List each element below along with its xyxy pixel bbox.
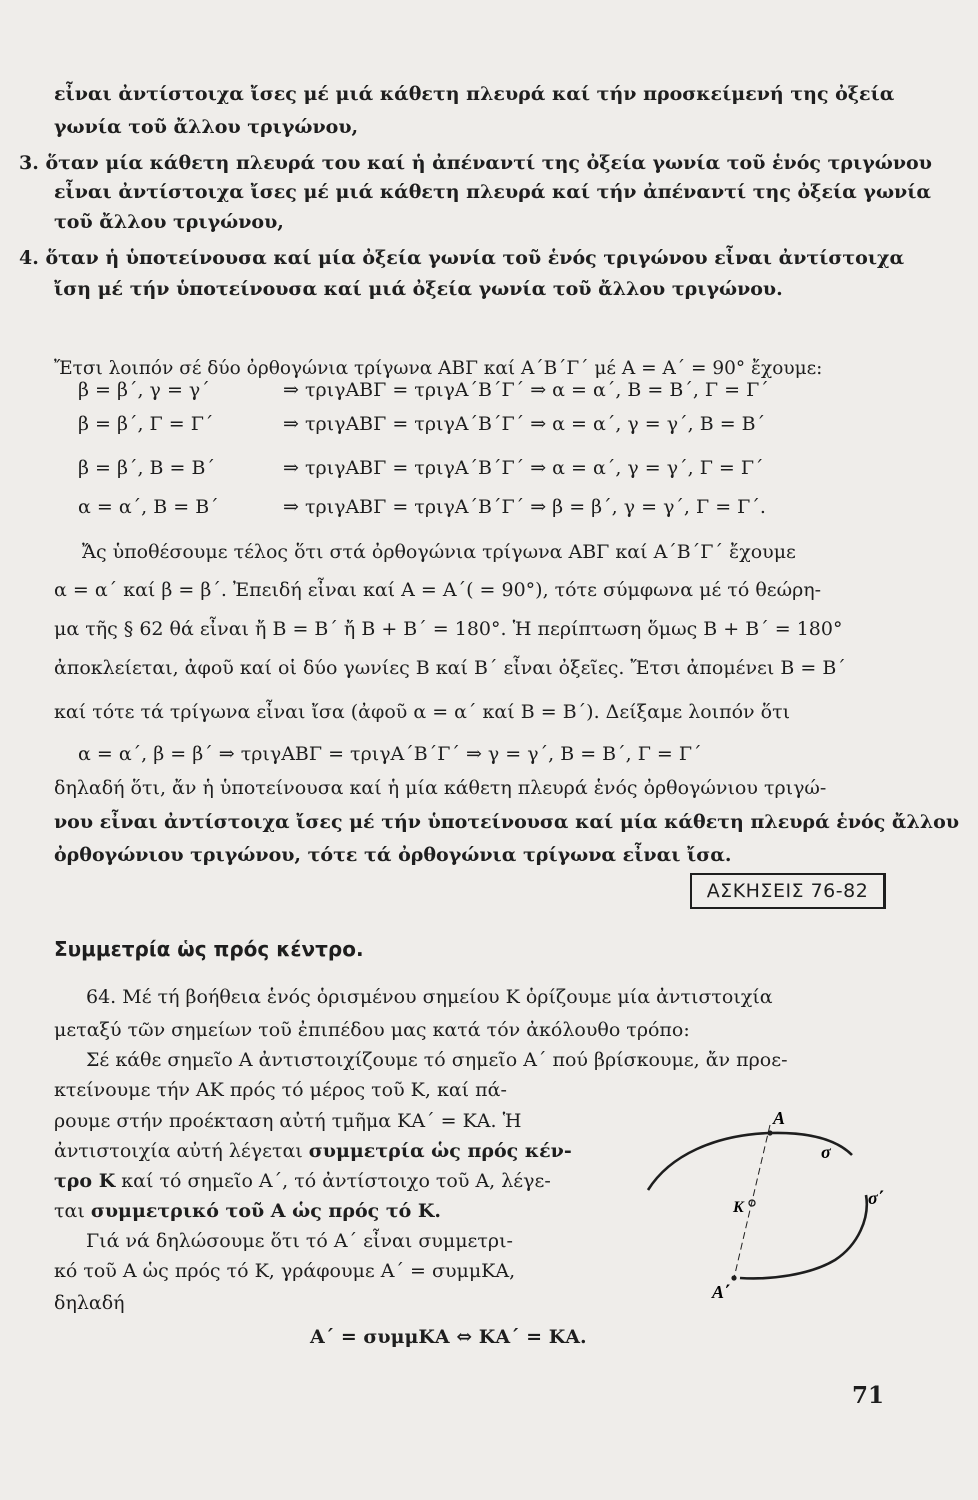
text-line: Ἔτσι λοιπόν σέ δύο ὀρθογώνια τρίγωνα ΑΒΓ καί Α΄Β΄Γ΄ μέ Α = Α΄ = 90° ἔχουμε: [54,358,823,379]
label-sigma-prime: σ΄ [868,1188,884,1208]
text-line: ἴση μέ τήν ὑποτείνουσα καί μιά ὀξεία γωνία τοῦ ἄλλου τριγώνου. [54,278,783,300]
text-line: νου εἶναι ἀντίστοιχα ἴσες μέ τήν ὑποτείνουσα καί μία κάθετη πλευρά ἑνός ἄλλου [54,811,960,833]
text-line: καί τότε τά τρίγωνα εἶναι ἴσα (ἀφοῦ α = α΄ καί Β = Β΄). Δείξαμε λοιπόν ὅτι [54,701,791,723]
text-line [54,1199,441,1223]
label-K: Κ [733,1199,744,1216]
section-title: Συμμετρία ὡς πρός κέντρο. [54,937,364,961]
text-line: 3. ὅταν μία κάθετη πλευρά του καί ἡ ἀπέναντί της ὀξεία γωνία τοῦ ἑνός τριγώνου [19,152,932,174]
point-A [767,1130,772,1135]
text-line: Σέ κάθε σημεῖο Α ἀντιστοιχίζουμε τό σημεῖο Α΄ πού βρίσκουμε, ἄν προε- [86,1049,788,1071]
equation-right: ⇒ τριγΑΒΓ = τριγΑ΄Β΄Γ΄ ⇒ α = α΄, γ = γ΄, Β = Β΄ [283,413,766,435]
label-A-prime: Α΄ [712,1282,730,1300]
definition-formula: Α΄ = συμμΚΑ ⇔ ΚΑ΄ = ΚΑ. [310,1326,587,1348]
label-A: Α [773,1108,786,1128]
equation-left: α = α΄, Β = Β΄ [78,496,219,518]
text-line: 4. ὅταν ἡ ὑποτείνουσα καί μία ὀξεία γωνία τοῦ ἑνός τριγώνου εἶναι ἀντίστοιχα [19,247,905,269]
exercise-label: ΑΣΚΗΣΕΙΣ 76-82 [706,880,869,902]
equation-line: α = α΄, β = β΄ ⇒ τριγΑΒΓ = τριγΑ΄Β΄Γ΄ ⇒ γ = γ΄, Β = Β΄, Γ = Γ΄ [78,743,702,765]
label-sigma: σ [821,1142,831,1162]
text-line: τοῦ ἄλλου τριγώνου, [54,211,284,233]
equation-right: ⇒ τριγΑΒΓ = τριγΑ΄Β΄Γ΄ ⇒ α = α΄, γ = γ΄, Γ = Γ΄ [283,457,764,479]
text-line: Γιά νά δηλώσουμε ὅτι τό Α΄ εἶναι συμμετρι- [86,1230,513,1252]
text-span: ται [54,1200,91,1222]
text-line: εἶναι ἀντίστοιχα ἴσες μέ μιά κάθετη πλευρά καί τήν ἀπέναντί της ὀξεία γωνία [54,181,932,203]
symmetry-figure [630,1100,890,1300]
equation-right: ⇒ τριγΑΒΓ = τριγΑ΄Β΄Γ΄ ⇒ α = α΄, Β = Β΄, Γ = Γ΄ [283,379,769,401]
text-line: ρουμε στήν προέκταση αὐτή τμῆμα ΚΑ΄ = ΚΑ. Ἡ [54,1110,522,1132]
bold-term: τρο Κ [54,1170,116,1192]
text-line [54,1169,551,1193]
text-line [54,1139,572,1163]
text-line: 64. Μέ τή βοήθεια ἑνός ὁρισμένου σημείου Κ ὁρίζουμε μία ἀντιστοιχία [86,986,773,1008]
curve-sigma-prime [740,1195,867,1278]
text-line: μα τῆς § 62 θά εἶναι ἤ Β = Β΄ ἤ Β + Β΄ = 180°. Ἡ περίπτωση ὅμως Β + Β΄ = 180° [54,618,843,640]
bold-term: συμμετρία ὡς πρός κέν- [308,1140,572,1162]
text-line: δηλαδή [54,1292,125,1314]
text-line: εἶναι ἀντίστοιχα ἴσες μέ μιά κάθετη πλευρά καί τήν προσκείμενή της ὀξεία [54,83,895,105]
text-line: μεταξύ τῶν σημείων τοῦ ἐπιπέδου μας κατά τόν ἀκόλουθο τρόπο: [54,1019,690,1041]
bold-term: συμμετρικό τοῦ Α ὡς πρός τό Κ. [90,1200,442,1222]
equation-right: ⇒ τριγΑΒΓ = τριγΑ΄Β΄Γ΄ ⇒ β = β΄, γ = γ΄, Γ = Γ΄. [283,496,766,518]
text-line: ὀρθογώνιου τριγώνου, τότε τά ὀρθογώνια τρίγωνα εἶναι ἴσα. [54,844,732,866]
equation-left: β = β΄, γ = γ΄ [78,379,210,401]
text-span: ἀντιστοιχία αὐτή λέγεται [54,1140,309,1162]
exercise-reference-box [690,873,886,909]
text-line: Ἄς ὑποθέσουμε τέλος ὅτι στά ὀρθογώνια τρίγωνα ΑΒΓ καί Α΄Β΄Γ΄ ἔχουμε [82,541,796,563]
text-line: ἀποκλείεται, ἀφοῦ καί οἱ δύο γωνίες Β καί Β΄ εἶναι ὀξεῖες. Ἔτσι ἀπομένει Β = Β΄ [54,657,846,679]
text-line: δηλαδή ὅτι, ἄν ἡ ὑποτείνουσα καί ἡ μία κάθετη πλευρά ἑνός ὀρθογώνιου τριγώ- [54,777,827,799]
text-line: κτείνουμε τήν ΑΚ πρός τό μέρος τοῦ Κ, καί πά- [54,1079,507,1101]
text-line: α = α΄ καί β = β΄. Ἐπειδή εἶναι καί Α = Α΄( = 90°), τότε σύμφωνα μέ τό θεώρη- [54,579,822,601]
text-line: γωνία τοῦ ἄλλου τριγώνου, [54,116,359,138]
equation-left: β = β΄, Β = Β΄ [78,457,215,479]
equation-left: β = β΄, Γ = Γ΄ [78,413,214,435]
text-span: καί τό σημεῖο Α΄, τό ἀντίστοιχο τοῦ Α, λέγε- [115,1170,551,1192]
point-A-prime [731,1275,736,1280]
text-line: κό τοῦ Α ὡς πρός τό Κ, γράφουμε Α΄ = συμμΚΑ, [54,1260,516,1282]
page-number: 71 [852,1382,885,1409]
